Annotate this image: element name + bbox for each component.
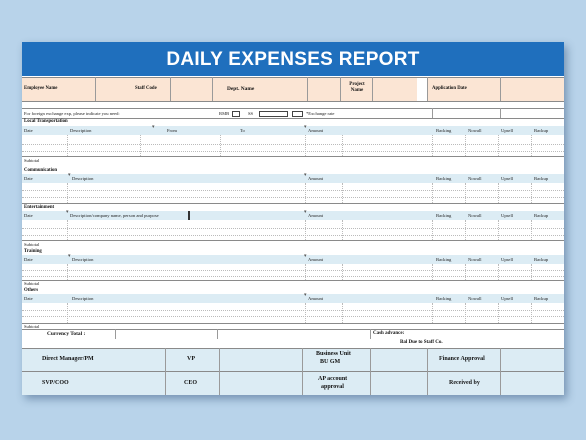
rmb-checkbox[interactable]	[232, 111, 240, 117]
section-training: Training	[24, 249, 42, 254]
col-amount: Amount	[308, 257, 324, 262]
report-title: DAILY EXPENSES REPORT	[22, 42, 564, 76]
col-date: Date	[24, 257, 33, 262]
subtotal-others: Subtotal	[24, 324, 40, 329]
exchange-rate-checkbox[interactable]	[292, 111, 303, 117]
svp-coo-label: SVP/COO	[42, 380, 69, 386]
col-backup: Backup	[534, 213, 549, 218]
col-date: Date	[24, 128, 33, 133]
subtotal-entertainment: Subtotal	[24, 242, 40, 247]
section-communication: Communication	[24, 168, 58, 173]
col-date: Date	[24, 296, 33, 301]
bu-gm-label: BU GM	[320, 359, 341, 365]
col-upsell: Upsell	[501, 176, 513, 181]
col-from: From	[167, 128, 177, 133]
cash-advance-label: Cash advance:	[373, 331, 405, 336]
project-name-label: Project Name	[349, 82, 365, 93]
exchange-note: For foreign exchange exp, please indicate you need:	[24, 111, 120, 116]
col-description: Description/company name, person and purpose	[70, 213, 159, 218]
col-nowall: Nowall	[468, 296, 482, 301]
col-description: Description	[72, 296, 94, 301]
col-amount: Amount	[308, 296, 324, 301]
col-backing: Backing	[436, 257, 452, 262]
dept-name-label: Dept. Name	[227, 86, 255, 92]
employee-name-label: Employee Name	[24, 86, 58, 91]
col-backup: Backup	[534, 296, 549, 301]
subtotal-local: Subtotal	[24, 158, 40, 163]
currency-total-label: Currency Total :	[47, 331, 86, 337]
col-description: Description	[72, 176, 94, 181]
col-amount: Amount	[308, 128, 324, 133]
col-backing: Backing	[436, 128, 452, 133]
col-nowall: Nowall	[468, 128, 482, 133]
col-upsell: Upsell	[501, 128, 513, 133]
col-backup: Backup	[534, 128, 549, 133]
col-nowall: Nowall	[468, 176, 482, 181]
received-by-label: Received by	[449, 380, 480, 386]
col-description: Description	[72, 257, 94, 262]
ceo-label: CEO	[184, 380, 198, 386]
staff-code-label: Staff Code	[135, 86, 157, 91]
ap-account-label: AP account	[318, 376, 348, 382]
col-nowall: Nowall	[468, 213, 482, 218]
col-upsell: Upsell	[501, 213, 513, 218]
business-unit-label: Business Unit	[316, 351, 351, 357]
exchange-rate-label: *Exchange rate	[306, 111, 335, 116]
col-date: Date	[24, 213, 33, 218]
section-others: Others	[24, 288, 39, 293]
bal-due-label: Bal Due to Staff Co.	[400, 340, 443, 345]
col-date: Date	[24, 176, 33, 181]
ss-label: SS	[248, 111, 254, 116]
section-local-transportation: Local Transportation	[24, 119, 68, 124]
col-amount: Amount	[308, 176, 324, 181]
subtotal-training: Subtotal	[24, 281, 40, 286]
section-entertainment: Entertainment	[24, 205, 55, 210]
col-nowall: Nowall	[468, 257, 482, 262]
rmb-label: RMB	[219, 111, 230, 116]
application-date-label: Application Date	[432, 86, 467, 91]
direct-manager-label: Direct Manager/PM	[42, 356, 94, 362]
col-amount: Amount	[308, 213, 324, 218]
vp-label: VP	[187, 356, 195, 362]
col-backup: Backup	[534, 176, 549, 181]
finance-approval-label: Finance Approval	[439, 356, 485, 362]
col-backing: Backing	[436, 176, 452, 181]
col-description: Description	[70, 128, 92, 133]
col-to: To	[240, 128, 245, 133]
ss-checkbox[interactable]	[259, 111, 288, 117]
expense-report-sheet: DAILY EXPENSES REPORT Employee Name Staff Code Dept. Name Project Name Application Date For foreign exchange exp, please indicate you need: RMB SS *Exchange rate Local Transportation Date Description From To Amount Backing Nowall Upsell Backup ▾ ▾ Subtotal Communication Date Description Amount Backing Nowall Upsell Backup ▾ ▾ Entertainment Date Description/company name, person and purpose Amount Backing Nowall Upsell Backup ▾ ▾ Subtotal Training Date Description Amount Backing Nowall Upsell Backup ▾ ▾ Subtotal Others Date Description Amount Backing Nowall Upsell Backup ▾ Subtotal Currency Total : Cash advance: Bal Due to Staff Co. Direct Manager/PM VP Business Unit BU GM Finance Approval SVP/COO CEO AP account approval Received by	[22, 42, 564, 395]
approval-label: approval	[321, 384, 344, 390]
col-backing: Backing	[436, 213, 452, 218]
col-upsell: Upsell	[501, 257, 513, 262]
col-backing: Backing	[436, 296, 452, 301]
col-backup: Backup	[534, 257, 549, 262]
col-upsell: Upsell	[501, 296, 513, 301]
